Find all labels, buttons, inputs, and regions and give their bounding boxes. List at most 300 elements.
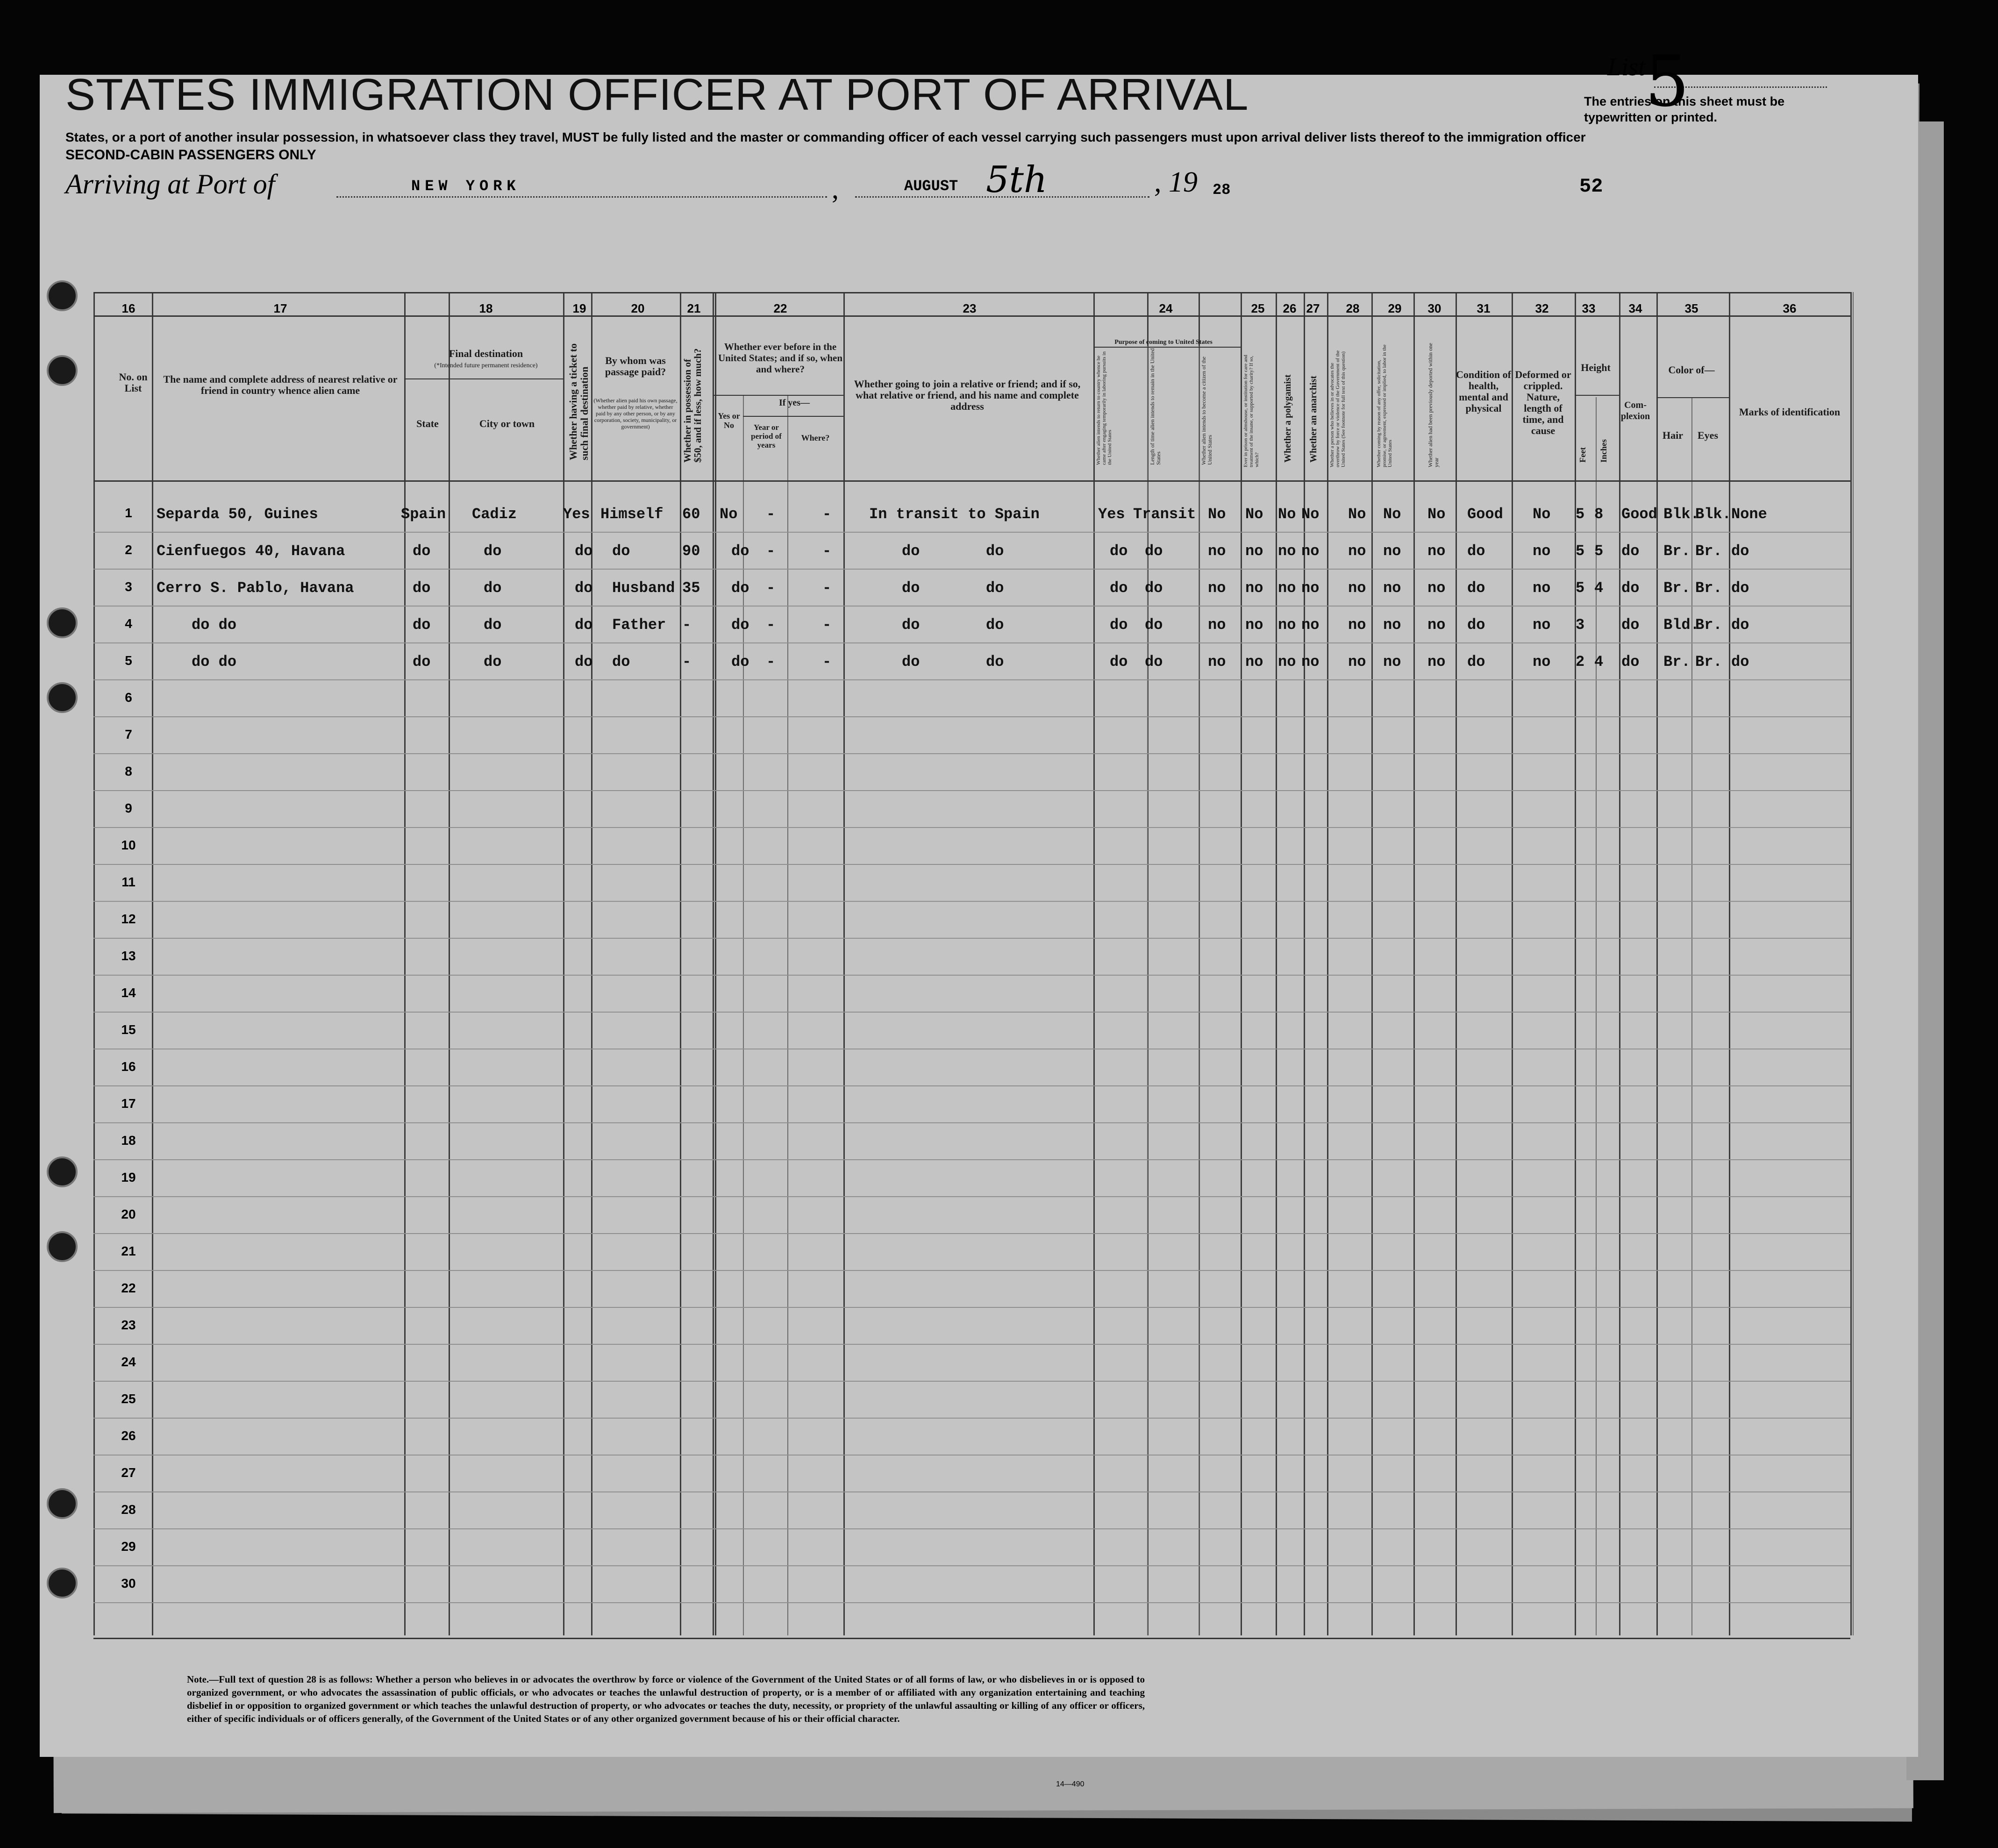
passenger-class-label: SECOND-CABIN PASSENGERS ONLY: [65, 147, 316, 163]
row-number: 6: [125, 690, 132, 705]
cell-c24a: do: [1110, 542, 1128, 560]
cell-ticket: do: [575, 653, 593, 671]
cell-c29: No: [1383, 506, 1401, 523]
colnum-20: 20: [631, 301, 645, 315]
cell-city: do: [484, 616, 502, 634]
cell-hair: Br.: [1663, 579, 1691, 597]
cell-c25: No: [1245, 506, 1263, 523]
cell-complexion: do: [1621, 616, 1640, 634]
cell-eyes: Blk.: [1695, 506, 1731, 523]
cell-before: No: [720, 506, 738, 523]
cell-c27: no: [1301, 542, 1320, 560]
cell-c26: no: [1278, 542, 1296, 560]
colnum-22: 22: [773, 301, 787, 315]
header-join-relative: Whether going to join a relative or friend; and if so, what relative or friend, and his name and complete address: [854, 378, 1081, 412]
grid-vline: [1327, 292, 1328, 1635]
form-number: 14—490: [1056, 1780, 1085, 1788]
grid-vline: [1575, 292, 1576, 1635]
port-value: NEW YORK: [411, 178, 521, 195]
cell-where: -: [822, 506, 832, 523]
cell-health: do: [1467, 542, 1485, 560]
cell-city: do: [484, 542, 502, 560]
grid-vline-thin: [1691, 397, 1692, 1635]
cell-c30: no: [1427, 542, 1446, 560]
header-purpose-c: Whether alien intends to become a citizen of the United States: [1200, 357, 1213, 465]
cell-c27: No: [1301, 506, 1320, 523]
grid-hline: [93, 1638, 1850, 1639]
cell-health: do: [1467, 653, 1485, 671]
cell-c27: no: [1301, 579, 1320, 597]
colnum-28: 28: [1346, 301, 1360, 315]
row-number: 25: [121, 1391, 136, 1406]
form-instructions: States, or a port of another insular possession, in whatsoever class they travel, MUST be fully listed and the master or commanding officer of each vessel carrying such passengers must upon arrival deliver lists thereof to the immigration officer: [65, 130, 1586, 144]
cell-marks: do: [1731, 542, 1749, 560]
colnum-18: 18: [479, 301, 493, 315]
cell-inches: 8: [1594, 506, 1604, 523]
cell-hair: Blk.: [1663, 506, 1699, 523]
cell-c24b: do: [1145, 579, 1163, 597]
grid-hline-sub: [743, 416, 843, 417]
row-line: [93, 938, 1850, 939]
cell-join: do: [902, 542, 920, 560]
row-number: 7: [125, 727, 132, 742]
cell-paid-by: do: [612, 653, 630, 671]
cell-c24a: do: [1110, 653, 1128, 671]
row-line: [93, 1418, 1850, 1419]
grid-vline: [449, 292, 450, 1635]
cell-c25: no: [1245, 653, 1263, 671]
cell-ticket: do: [575, 616, 593, 634]
header-money: Whether in possession of $50, and if less, how much?: [682, 348, 703, 463]
colnum-21: 21: [687, 301, 701, 315]
row-number: 1: [125, 506, 132, 520]
row-line: [93, 1491, 1850, 1492]
cell-c25: no: [1245, 579, 1263, 597]
row-line: [93, 569, 1850, 570]
header-color-of: Color of—: [1668, 364, 1715, 376]
header-polygamist: Whether a polygamist: [1283, 374, 1293, 463]
comma: ,: [832, 173, 839, 204]
colnum-23: 23: [963, 301, 977, 315]
cell-paid-by: do: [612, 542, 630, 560]
cell-inches: 5: [1594, 542, 1604, 560]
cell-join2: do: [986, 616, 1004, 634]
cell-hair: Bld.: [1663, 616, 1699, 634]
cell-c24a: Yes: [1098, 506, 1125, 523]
cell-eyes: Br.: [1695, 653, 1722, 671]
cell-where: -: [822, 579, 832, 597]
header-purpose: Purpose of coming to United States: [1114, 339, 1213, 346]
grid-vline-thin: [787, 395, 788, 1635]
grid-hline-sub: [1093, 347, 1241, 348]
cell-state: do: [413, 653, 431, 671]
row-number: 3: [125, 579, 132, 594]
row-line: [93, 1159, 1850, 1160]
row-line: [93, 1307, 1850, 1308]
cell-c27: no: [1301, 653, 1320, 671]
cell-c30: no: [1427, 653, 1446, 671]
cell-marks: None: [1731, 506, 1767, 523]
cell-c29: no: [1383, 542, 1401, 560]
row-number: 30: [121, 1576, 136, 1591]
cell-c24b: Transit: [1133, 506, 1196, 523]
form-title: STATES IMMIGRATION OFFICER AT PORT OF ARRIVAL: [65, 70, 1249, 120]
cell-c29: no: [1383, 579, 1401, 597]
cell-money: 90: [682, 542, 700, 560]
cell-join2: do: [986, 542, 1004, 560]
cell-state: Spain: [401, 506, 446, 523]
grid-vline: [152, 292, 153, 1635]
header-overthrow: Whether a person who believes in or advocates the overthrow by force or violence of the Government of the United States (See footnote for full text of this question): [1329, 350, 1346, 467]
header-eyes: Eyes: [1698, 429, 1718, 441]
header-hair: Hair: [1663, 429, 1683, 441]
row-number: 26: [121, 1428, 136, 1443]
header-where: Where?: [801, 433, 830, 442]
grid-vline: [843, 292, 845, 1635]
cell-money: 35: [682, 579, 700, 597]
cell-health: Good: [1467, 506, 1503, 523]
header-passage-paid: By whom was passage paid?: [605, 355, 666, 378]
cell-paid-by: Himself: [600, 506, 664, 523]
cell-state: do: [413, 616, 431, 634]
cell-deformed: No: [1533, 506, 1551, 523]
cell-deformed: no: [1533, 616, 1551, 634]
cell-year: -: [766, 542, 776, 560]
grid-hline-sub: [404, 378, 563, 379]
row-line: [93, 1344, 1850, 1345]
cell-year: -: [766, 616, 776, 634]
cell-c25: no: [1245, 542, 1263, 560]
header-marks: Marks of identification: [1739, 406, 1841, 418]
cell-money: -: [682, 653, 692, 671]
row-line: [93, 1196, 1850, 1197]
cell-marks: do: [1731, 616, 1749, 634]
row-line: [93, 1233, 1850, 1234]
grid-vline: [1371, 292, 1373, 1635]
grid-vline: [563, 292, 564, 1635]
row-line: [93, 975, 1850, 976]
cell-city: do: [484, 579, 502, 597]
row-line: [93, 716, 1850, 717]
row-line: [93, 1012, 1850, 1013]
grid-hline-sub: [1656, 397, 1729, 398]
row-number: 12: [121, 912, 136, 926]
page-stamp: 52: [1579, 175, 1603, 198]
cell-hair: Br.: [1663, 542, 1691, 560]
day-handwritten: 5th: [986, 159, 1048, 201]
header-purpose-b: Length of time alien intends to remain in the United States: [1149, 348, 1162, 465]
cell-complexion: do: [1621, 653, 1640, 671]
cell-c26: no: [1278, 579, 1296, 597]
header-passage-note: (Whether alien paid his own passage, whether paid by relative, whether paid by any other person, or by any corporation, society, municipality, or government): [593, 397, 678, 430]
grid-vline: [1656, 292, 1658, 1635]
colnum-24: 24: [1159, 301, 1173, 315]
cell-c24b: do: [1145, 542, 1163, 560]
cell-c30: No: [1427, 506, 1446, 523]
cell-before: do: [731, 542, 749, 560]
cell-c24c: no: [1208, 616, 1226, 634]
cell-state: do: [413, 542, 431, 560]
cell-year: -: [766, 506, 776, 523]
row-number: 14: [121, 985, 136, 1000]
header-relative-address: The name and complete address of nearest relative or friend in country whence alien came: [163, 373, 398, 396]
cell-where: -: [822, 653, 832, 671]
header-purpose-a: Whether alien intends to return to country whence he came after engaging temporarily in laboring pursuits in the United States: [1096, 351, 1113, 465]
cell-c24c: no: [1208, 579, 1226, 597]
cell-join2: do: [986, 653, 1004, 671]
cell-state: do: [413, 579, 431, 597]
cell-eyes: Br.: [1695, 579, 1722, 597]
colnum-16: 16: [121, 301, 136, 315]
row-number: 2: [125, 542, 132, 557]
grid-vline: [93, 292, 95, 1635]
header-feet: Feet: [1578, 447, 1587, 463]
grid-vline: [591, 292, 592, 1635]
colnum-26: 26: [1283, 301, 1297, 315]
grid-hline-sub: [1575, 395, 1619, 396]
cell-city: do: [484, 653, 502, 671]
cell-ticket: Yes: [563, 506, 590, 523]
cell-c26: no: [1278, 616, 1296, 634]
cell-c29: no: [1383, 616, 1401, 634]
row-line: [93, 532, 1850, 533]
row-number: 21: [121, 1244, 136, 1258]
row-number: 9: [125, 801, 132, 815]
cell-before: do: [731, 653, 749, 671]
header-state: State: [416, 418, 439, 429]
header-final-destination-note: (*Intended future permanent residence): [434, 362, 538, 369]
row-number: 18: [121, 1133, 136, 1148]
grid-vline: [1241, 292, 1242, 1635]
entries-note: The entries on this sheet must be typewritten or printed.: [1584, 94, 1785, 124]
list-number: 5: [1645, 41, 1690, 122]
grid-vline: [1456, 292, 1457, 1635]
colnum-27: 27: [1306, 301, 1320, 315]
colnum-25: 25: [1251, 301, 1265, 315]
cell-c26: No: [1278, 506, 1296, 523]
grid-vline-thin: [1853, 292, 1854, 1635]
cell-deformed: no: [1533, 579, 1551, 597]
row-line: [93, 1122, 1850, 1123]
row-number: 4: [125, 616, 132, 631]
colnum-34: 34: [1628, 301, 1642, 315]
row-number: 17: [121, 1096, 136, 1111]
cell-ticket: do: [575, 542, 593, 560]
cell-eyes: Br.: [1695, 616, 1722, 634]
cell-join: do: [902, 653, 920, 671]
grid-vline: [1276, 292, 1277, 1635]
grid-vline-thin: [1147, 346, 1148, 1635]
grid-vline: [1729, 292, 1730, 1635]
cell-c30: no: [1427, 579, 1446, 597]
grid-vline: [713, 292, 714, 1635]
cell-deformed: no: [1533, 653, 1551, 671]
colnum-32: 32: [1535, 301, 1549, 315]
cell-c24c: no: [1208, 653, 1226, 671]
cell-c24b: do: [1145, 653, 1163, 671]
cell-c28: no: [1348, 542, 1366, 560]
cell-money: -: [682, 616, 692, 634]
cell-join: do: [902, 579, 920, 597]
header-before-in-us: Whether ever before in the United States; and if so, when and where?: [718, 341, 843, 375]
cell-c24a: do: [1110, 579, 1128, 597]
row-number: 16: [121, 1059, 136, 1074]
row-line: [93, 753, 1850, 754]
row-line: [93, 679, 1850, 680]
row-line: [93, 901, 1850, 902]
header-health: Condition of health, mental and physical: [1456, 369, 1511, 414]
row-number: 20: [121, 1207, 136, 1221]
year-suffix: 28: [1213, 181, 1231, 199]
cell-relative: Cienfuegos 40, Havana: [157, 542, 345, 560]
cell-ticket: do: [575, 579, 593, 597]
header-deformed: Deformed or crippled. Nature, length of time, and cause: [1515, 369, 1571, 436]
row-line: [93, 1528, 1850, 1529]
row-number: 13: [121, 949, 136, 963]
cell-money: 60: [682, 506, 700, 523]
row-number: 19: [121, 1170, 136, 1184]
grid-vline: [404, 292, 406, 1635]
header-inches: Inches: [1599, 439, 1608, 463]
cell-join: do: [902, 616, 920, 634]
header-final-destination: Final destination: [449, 348, 523, 359]
colnum-19: 19: [572, 301, 586, 315]
cell-city: Cadiz: [472, 506, 517, 523]
grid-vline: [1619, 292, 1620, 1635]
cell-hair: Br.: [1663, 653, 1691, 671]
grid-vline: [1512, 292, 1513, 1635]
header-deported: Whether alien had been previously deported within one year: [1427, 342, 1440, 467]
row-line: [93, 790, 1850, 791]
cell-before: do: [731, 579, 749, 597]
header-height: Height: [1581, 362, 1611, 373]
header-prison: Ever in prison or almshouse, or institution for care and treatment of the insane, or supported by charity? If so, which?: [1243, 355, 1260, 467]
header-anarchist: Whether an anarchist: [1308, 376, 1319, 463]
cell-paid-by: Father: [612, 616, 666, 634]
row-number: 27: [121, 1465, 136, 1480]
cell-year: -: [766, 579, 776, 597]
cell-c28: no: [1348, 653, 1366, 671]
cell-inches: 4: [1594, 579, 1604, 597]
row-line: [93, 1381, 1850, 1382]
cell-paid-by: Husband: [612, 579, 675, 597]
grid-vline: [1093, 292, 1095, 1635]
header-year: Year or period of years: [751, 423, 782, 450]
row-line: [93, 1565, 1850, 1566]
cell-c27: no: [1301, 616, 1320, 634]
row-number: 22: [121, 1281, 136, 1295]
row-number: 28: [121, 1502, 136, 1517]
row-number: 11: [121, 875, 136, 889]
row-line: [93, 864, 1850, 865]
row-line: [93, 642, 1850, 643]
grid-hline-sub: [713, 395, 843, 396]
row-number: 10: [121, 838, 136, 852]
cell-deformed: no: [1533, 542, 1551, 560]
header-ticket: Whether having a ticket to such final destination: [567, 343, 590, 460]
arriving-label: Arriving at Port of: [65, 169, 275, 200]
cell-join: In transit to Spain: [869, 506, 1040, 523]
row-line: [93, 1085, 1850, 1086]
cell-c24a: do: [1110, 616, 1128, 634]
cell-where: -: [822, 542, 832, 560]
grid-vline: [1304, 292, 1305, 1635]
cell-c28: No: [1348, 506, 1366, 523]
header-no-on-list: No. on List: [119, 371, 148, 394]
cell-c28: no: [1348, 616, 1366, 634]
header-city: City or town: [479, 418, 535, 429]
cell-feet: 5: [1576, 506, 1585, 523]
cell-feet: 2: [1576, 653, 1585, 671]
cell-complexion: do: [1621, 579, 1640, 597]
row-number: 5: [125, 653, 132, 668]
header-complexion: Com- plexion: [1620, 400, 1650, 421]
colnum-29: 29: [1388, 301, 1402, 315]
header-if-yes: If yes—: [778, 398, 810, 408]
cell-c26: no: [1278, 653, 1296, 671]
row-number: 29: [121, 1539, 136, 1554]
cell-c24b: do: [1145, 616, 1163, 634]
colnum-35: 35: [1684, 301, 1698, 315]
cell-c28: no: [1348, 579, 1366, 597]
cell-relative: Cerro S. Pablo, Havana: [157, 579, 354, 597]
cell-where: -: [822, 616, 832, 634]
colnum-30: 30: [1427, 301, 1441, 315]
row-line: [93, 1455, 1850, 1456]
cell-complexion: do: [1621, 542, 1640, 560]
cell-join2: do: [986, 579, 1004, 597]
cell-health: do: [1467, 616, 1485, 634]
cell-feet: 5: [1576, 579, 1585, 597]
grid-vline: [680, 292, 681, 1635]
cell-feet: 3: [1576, 616, 1585, 634]
cell-marks: do: [1731, 653, 1749, 671]
row-number: 23: [121, 1318, 136, 1332]
cell-c24c: No: [1208, 506, 1226, 523]
cell-inches: 4: [1594, 653, 1604, 671]
cell-health: do: [1467, 579, 1485, 597]
cell-c25: no: [1245, 616, 1263, 634]
cell-c30: no: [1427, 616, 1446, 634]
colnum-36: 36: [1783, 301, 1797, 315]
grid-hline: [93, 292, 1850, 293]
colnum-17: 17: [273, 301, 287, 315]
month-value: AUGUST: [904, 178, 958, 195]
cell-marks: do: [1731, 579, 1749, 597]
cell-c29: no: [1383, 653, 1401, 671]
cell-feet: 5: [1576, 542, 1585, 560]
grid-vline: [1850, 292, 1852, 1635]
cell-relative: do do: [192, 653, 237, 671]
cell-relative: do do: [192, 616, 237, 634]
colnum-33: 33: [1582, 301, 1596, 315]
grid-hline: [93, 480, 1850, 482]
row-number: 24: [121, 1355, 136, 1369]
list-label: List: [1607, 53, 1646, 81]
row-line: [93, 1602, 1850, 1603]
colnum-31: 31: [1477, 301, 1491, 315]
row-number: 8: [125, 764, 132, 778]
cell-before: do: [731, 616, 749, 634]
cell-complexion: Good: [1621, 506, 1657, 523]
header-yes-no: Yes or No: [718, 411, 740, 430]
row-number: 15: [121, 1022, 136, 1037]
grid-vline: [1413, 292, 1415, 1635]
cell-year: -: [766, 653, 776, 671]
row-line: [93, 827, 1850, 828]
row-line: [93, 1270, 1850, 1271]
cell-c24c: no: [1208, 542, 1226, 560]
